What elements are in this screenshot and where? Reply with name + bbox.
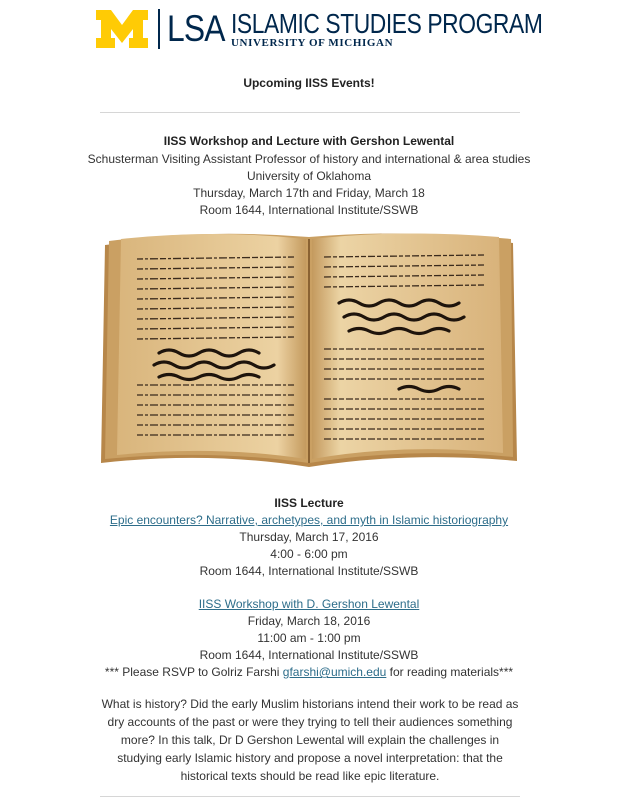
rsvp-email-link[interactable]: gfarshi@umich.edu (282, 665, 387, 679)
event-dates: Thursday, March 17th and Friday, March 18 (193, 186, 425, 200)
rsvp-note (0, 663, 618, 681)
lecture-date: Thursday, March 17, 2016 (239, 530, 379, 544)
lecture-room: Room 1644, International Institute/SSWB (199, 564, 419, 578)
header (96, 7, 613, 51)
event-title: IISS Workshop and Lecture with Gershon Lewental (163, 134, 455, 148)
block-m-logo (96, 10, 148, 48)
divider-top (100, 112, 520, 113)
program-name: ISLAMIC STUDIES PROGRAM (231, 7, 543, 39)
university-name: UNIVERSITY OF MICHIGAN (231, 36, 394, 49)
event-affiliation: Schusterman Visiting Assistant Professor of history and international & area studies (87, 152, 531, 166)
lecture-heading: IISS Lecture (274, 496, 344, 510)
lecture-time: 4:00 - 6:00 pm (270, 547, 348, 561)
rsvp-text-after: for reading materials*** (386, 665, 514, 679)
event-description: What is history? Did the early Muslim historians intend their work to be read as dry accounts of the past or were they trying to tell their audiences something more? In this talk, Dr D Gershon Lewental will explain the challenges in studying early Islamic history and propose a novel interpretation: that the historical texts should be read like epic literature. (101, 697, 519, 783)
lecture-link-row (0, 511, 618, 529)
event-room: Room 1644, International Institute/SSWB (199, 203, 419, 217)
lsa-wordmark: LSA (167, 8, 225, 49)
workshop-title-link[interactable]: IISS Workshop with D. Gershon Lewental (198, 597, 420, 611)
workshop-date: Friday, March 18, 2016 (247, 614, 371, 628)
workshop-time: 11:00 am - 1:00 pm (257, 631, 361, 645)
event-university: University of Oklahoma (246, 169, 372, 183)
workshop-room: Room 1644, International Institute/SSWB (199, 648, 419, 662)
rsvp-text-before: *** Please RSVP to Golriz Farshi (104, 665, 283, 679)
divider-bottom (100, 796, 520, 797)
page-heading: Upcoming IISS Events! (243, 76, 375, 90)
program-title-block (231, 7, 613, 49)
workshop-link-row (0, 595, 618, 613)
manuscript-image (99, 229, 519, 473)
header-divider (158, 9, 160, 49)
lecture-title-link[interactable]: Epic encounters? Narrative, archetypes, and myth in Islamic historiography (109, 513, 509, 527)
